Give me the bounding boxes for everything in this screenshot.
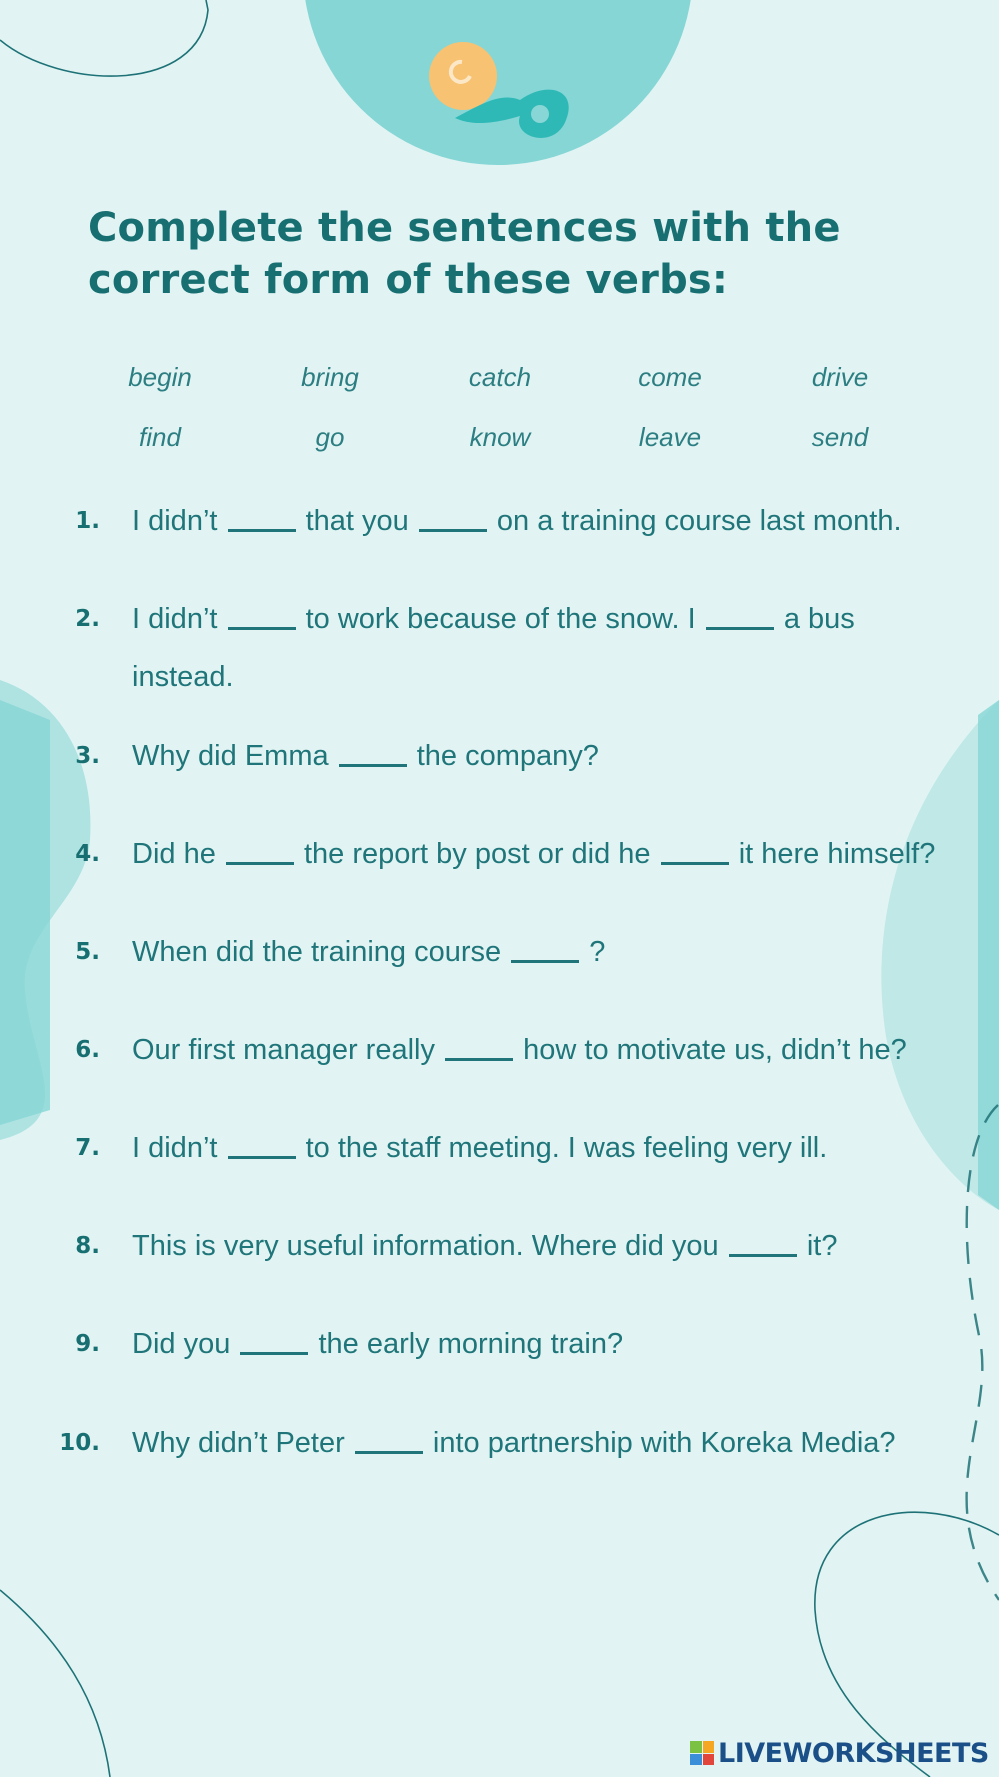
question-number: 6.	[75, 1037, 100, 1063]
verb-catch: catch	[468, 362, 532, 392]
question-text: I didn’t to work because of the snow. I a bus	[132, 594, 855, 644]
question-text: Why did Emma the company?	[132, 731, 599, 781]
verb-leave: leave	[638, 422, 702, 452]
question-text: Why didn’t Peter into partnership with Koreka Media?	[132, 1418, 896, 1468]
question-5	[0, 927, 990, 977]
title-line-1: Complete the sentences with the	[88, 205, 841, 251]
answer-blank[interactable]	[228, 599, 296, 630]
answer-blank[interactable]	[228, 501, 296, 532]
question-number: 9.	[75, 1331, 100, 1357]
answer-blank[interactable]	[228, 1128, 296, 1159]
question-number: 7.	[75, 1135, 100, 1161]
verb-find: find	[139, 422, 181, 452]
answer-blank[interactable]	[226, 834, 294, 865]
question-number: 1.	[75, 508, 100, 534]
bottom-left-outline	[0, 1590, 110, 1777]
title-line-2: correct form of these verbs:	[88, 257, 729, 303]
question-number: 5.	[75, 939, 100, 965]
question-number: 10.	[59, 1430, 100, 1456]
answer-blank[interactable]	[729, 1226, 797, 1257]
verb-know: know	[469, 422, 531, 452]
brand-name: LIVEWORKSHEETS	[718, 1737, 989, 1769]
worksheet-title	[88, 202, 908, 306]
question-1	[0, 496, 990, 546]
verb-go: go	[315, 422, 345, 452]
question-10	[0, 1418, 990, 1468]
question-number: 8.	[75, 1233, 100, 1259]
liveworksheets-brand[interactable]	[690, 1733, 989, 1773]
top-left-outline	[0, 0, 208, 76]
answer-blank[interactable]	[419, 501, 487, 532]
verb-send: send	[811, 422, 869, 452]
question-text: I didn’t to the staff meeting. I was feeling very ill.	[132, 1123, 827, 1173]
question-3	[0, 731, 990, 781]
question-6	[0, 1025, 990, 1075]
question-number: 3.	[75, 743, 100, 769]
question-text: Did he the report by post or did he it here himself?	[132, 829, 935, 879]
question-9	[0, 1319, 990, 1369]
answer-blank[interactable]	[240, 1324, 308, 1355]
question-8	[0, 1221, 990, 1271]
verb-begin: begin	[128, 362, 192, 392]
liveworksheets-logo-icon	[690, 1741, 714, 1765]
question-4	[0, 829, 990, 879]
verb-come: come	[638, 362, 702, 392]
question-text: I didn’t that you on a training course last month.	[132, 496, 902, 546]
question-2	[0, 594, 990, 644]
answer-blank[interactable]	[706, 599, 774, 630]
verb-bring: bring	[301, 362, 359, 392]
question-7	[0, 1123, 990, 1173]
answer-blank[interactable]	[661, 834, 729, 865]
question-text: Our first manager really how to motivate us, didn’t he?	[132, 1025, 907, 1075]
question-2-continuation: instead.	[132, 661, 234, 693]
top-circle-blob	[303, 0, 693, 165]
question-text: This is very useful information. Where did you it?	[132, 1221, 837, 1271]
question-text: Did you the early morning train?	[132, 1319, 623, 1369]
verb-drive: drive	[811, 362, 869, 392]
answer-blank[interactable]	[339, 736, 407, 767]
answer-blank[interactable]	[445, 1030, 513, 1061]
answer-blank[interactable]	[511, 932, 579, 963]
question-number: 4.	[75, 841, 100, 867]
question-text: When did the training course ?	[132, 927, 605, 977]
answer-blank[interactable]	[355, 1423, 423, 1454]
question-number: 2.	[75, 606, 100, 632]
